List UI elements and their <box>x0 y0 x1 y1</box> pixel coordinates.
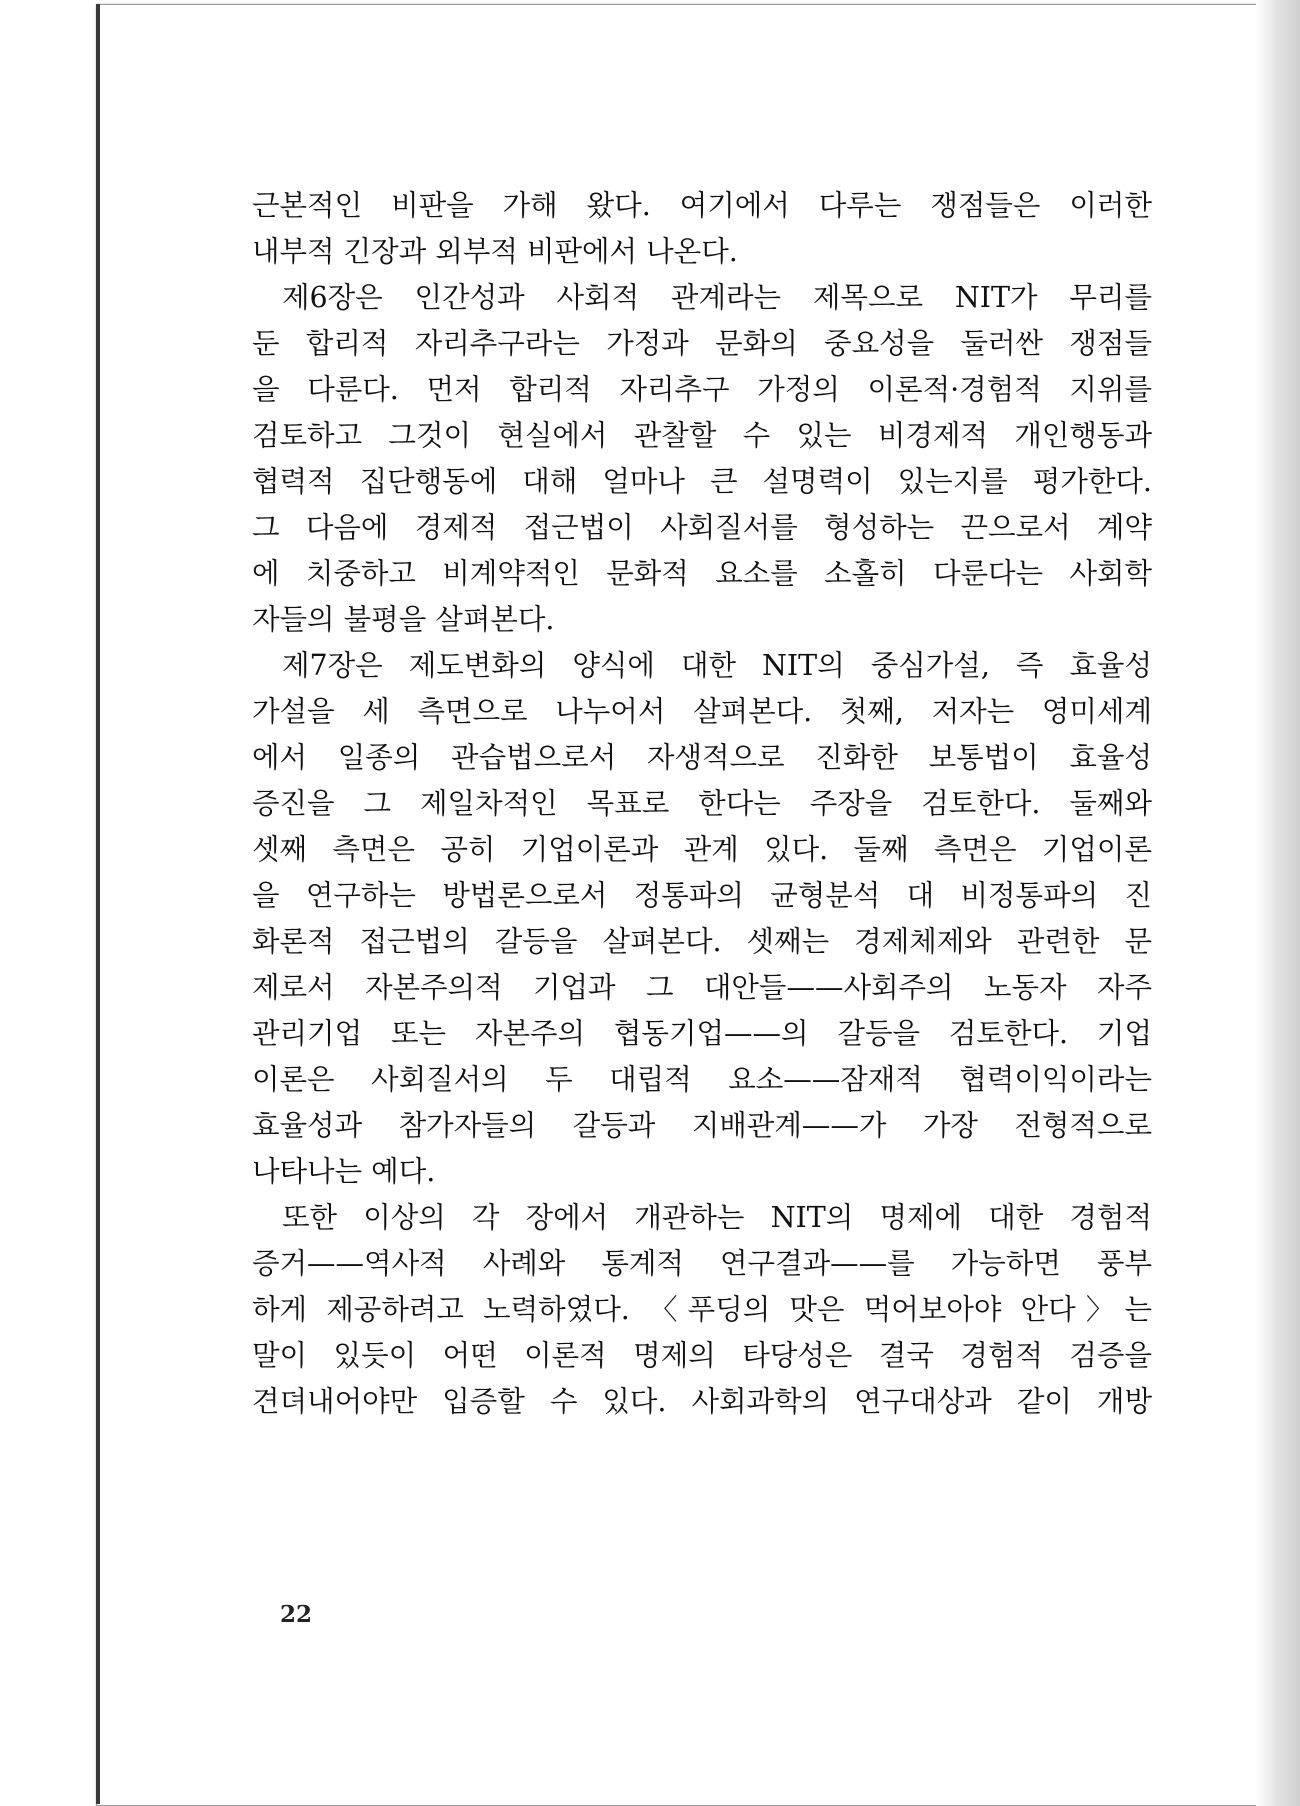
text-line: 또한 이상의 각 장에서 개관하는 NIT의 명제에 대한 경험적 <box>282 1201 1152 1234</box>
text-line: 검토하고 그것이 현실에서 관찰할 수 있는 비경제적 개인행동과 <box>252 419 1152 452</box>
text-line: 증거——역사적 사례와 통계적 연구결과——를 가능하면 풍부 <box>252 1247 1152 1280</box>
text-line: 에서 일종의 관습법으로서 자생적으로 진화한 보통법이 효율성 <box>252 741 1152 774</box>
text-line: 증진을 그 제일차적인 목표로 한다는 주장을 검토한다. 둘째와 <box>252 787 1152 820</box>
text-line: 그 다음에 경제적 접근법이 사회질서를 형성하는 끈으로서 계약 <box>252 511 1152 544</box>
page-number: 22 <box>280 1601 313 1628</box>
body-text <box>252 183 1152 1425</box>
text-line: 하게 제공하려고 노력하였다. 〈푸딩의 맛은 먹어보아야 안다〉는 <box>252 1293 1152 1326</box>
text-line: 셋째 측면은 공히 기업이론과 관계 있다. 둘째 측면은 기업이론 <box>252 833 1152 866</box>
text-line: 말이 있듯이 어떤 이론적 명제의 타당성은 결국 경험적 검증을 <box>252 1339 1152 1372</box>
page-right-shadow <box>1256 0 1300 1806</box>
text-line: 내부적 긴장과 외부적 비판에서 나온다. <box>252 235 738 268</box>
text-line: 제6장은 인간성과 사회적 관계라는 제목으로 NIT가 무리를 <box>282 281 1152 314</box>
text-line: 화론적 접근법의 갈등을 살펴본다. 셋째는 경제체제와 관련한 문 <box>252 925 1152 958</box>
text-line: 근본적인 비판을 가해 왔다. 여기에서 다루는 쟁점들은 이러한 <box>252 189 1152 222</box>
page-left-edge <box>96 4 100 1804</box>
text-line: 견뎌내어야만 입증할 수 있다. 사회과학의 연구대상과 같이 개방 <box>252 1385 1152 1418</box>
text-line: 협력적 집단행동에 대해 얼마나 큰 설명력이 있는지를 평가한다. <box>252 465 1152 498</box>
text-line: 효율성과 참가자들의 갈등과 지배관계——가 가장 전형적으로 <box>252 1109 1152 1142</box>
text-line: 가설을 세 측면으로 나누어서 살펴본다. 첫째, 저자는 영미세계 <box>252 695 1152 728</box>
text-line: 자들의 불평을 살펴본다. <box>252 603 555 636</box>
text-line: 제로서 자본주의적 기업과 그 대안들——사회주의 노동자 자주 <box>252 971 1152 1004</box>
text-line: 둔 합리적 자리추구라는 가정과 문화의 중요성을 둘러싼 쟁점들 <box>252 327 1152 360</box>
text-line: 을 연구하는 방법론으로서 정통파의 균형분석 대 비정통파의 진 <box>252 879 1152 912</box>
text-line: 을 다룬다. 먼저 합리적 자리추구 가정의 이론적·경험적 지위를 <box>252 373 1152 406</box>
text-line: 나타나는 예다. <box>252 1155 436 1188</box>
text-line: 제7장은 제도변화의 양식에 대한 NIT의 중심가설, 즉 효율성 <box>282 649 1152 682</box>
text-line: 에 치중하고 비계약적인 문화적 요소를 소홀히 다룬다는 사회학 <box>252 557 1152 590</box>
text-line: 이론은 사회질서의 두 대립적 요소——잠재적 협력이익이라는 <box>252 1063 1152 1096</box>
text-line: 관리기업 또는 자본주의 협동기업——의 갈등을 검토한다. 기업 <box>252 1017 1152 1050</box>
